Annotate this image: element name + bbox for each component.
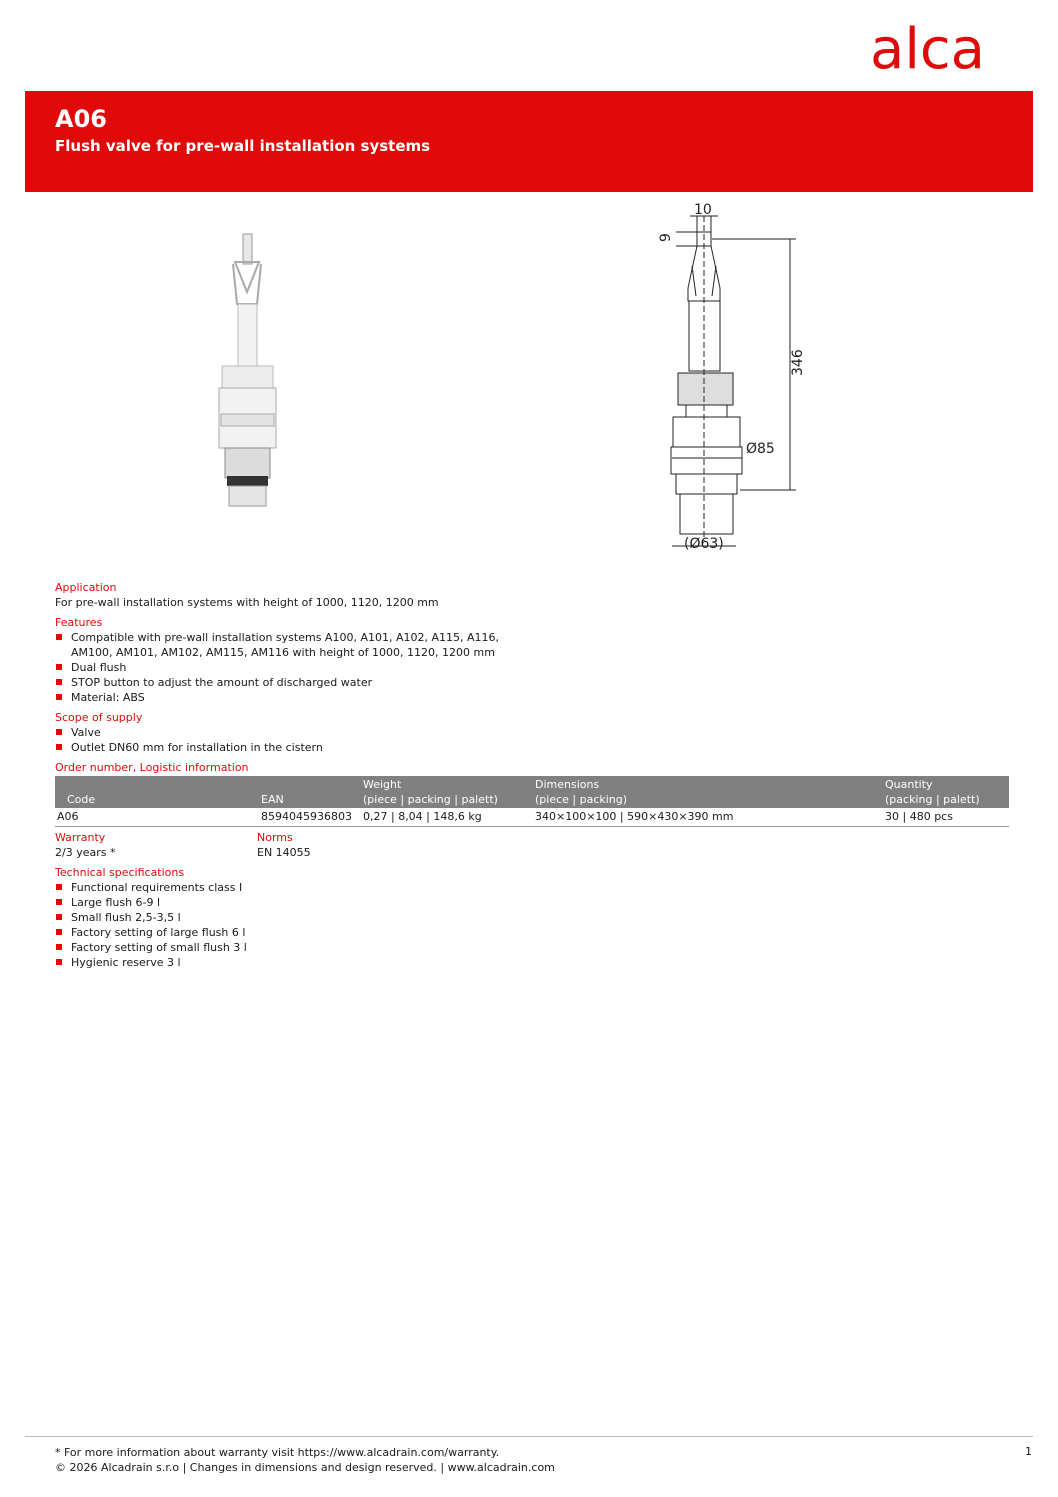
features-title: Features	[55, 616, 103, 629]
technical-item: Factory setting of small flush 3 l	[55, 940, 1010, 955]
feature-item: Dual flush	[55, 660, 1010, 675]
col-dimensions: Dimensions (piece | packing)	[535, 778, 628, 806]
technical-drawing	[640, 196, 820, 565]
scope-item: Outlet DN60 mm for installation in the cistern	[55, 740, 1010, 755]
col-code: Code	[67, 793, 96, 806]
product-photo	[205, 232, 295, 516]
cell-dimensions: 340×100×100 | 590×430×390 mm	[533, 808, 883, 827]
technical-item: Factory setting of large flush 6 l	[55, 925, 1010, 940]
dim-outlet: (Ø63)	[684, 536, 724, 552]
norms-title: Norms	[257, 831, 293, 844]
order-title: Order number, Logistic information	[55, 761, 249, 774]
feature-item: Compatible with pre-wall installation systems A100, A101, A102, A115, A116, AM100, AM101, AM102, AM115, AM116 with height of 1000, 1120, 1200 mm	[55, 630, 1010, 660]
warranty-note: * For more information about warranty visit https://www.alcadrain.com/warranty.	[55, 1446, 500, 1459]
scope-title: Scope of supply	[55, 711, 143, 724]
col-weight: Weight (piece | packing | palett)	[363, 778, 498, 806]
footer-divider	[25, 1436, 1033, 1437]
scope-item: Valve	[55, 725, 1010, 740]
application-text: For pre-wall installation systems with height of 1000, 1120, 1200 mm	[55, 596, 439, 609]
logo-text: alca	[870, 22, 985, 70]
spec-content	[55, 580, 1010, 970]
warranty-norms	[55, 830, 1010, 860]
dim-top-width: 10	[694, 202, 712, 218]
warranty-title: Warranty	[55, 831, 106, 844]
copyright: © 2026 Alcadrain s.r.o | Changes in dimensions and design reserved. | www.alcadrain.com	[55, 1461, 555, 1474]
technical-item: Hygienic reserve 3 l	[55, 955, 1010, 970]
technical-list	[55, 880, 1010, 970]
alca-logo	[870, 22, 1034, 74]
cell-ean: 8594045936803	[259, 808, 361, 827]
technical-item: Small flush 2,5-3,5 l	[55, 910, 1010, 925]
table-row	[55, 808, 1009, 827]
warranty-value: 2/3 years *	[55, 846, 116, 859]
product-subtitle: Flush valve for pre-wall installation systems	[55, 137, 431, 155]
footer	[55, 1445, 555, 1475]
feature-item: Material: ABS	[55, 690, 1010, 705]
order-table	[55, 776, 1009, 827]
technical-title: Technical specifications	[55, 866, 185, 879]
title-banner	[25, 91, 1033, 192]
dim-diameter: Ø85	[746, 441, 775, 457]
technical-item: Functional requirements class I	[55, 880, 1010, 895]
cell-quantity: 30 | 480 pcs	[883, 808, 1009, 827]
norms-value: EN 14055	[257, 846, 311, 859]
feature-item: STOP button to adjust the amount of discharged water	[55, 675, 1010, 690]
dim-height: 346	[790, 349, 806, 376]
product-code: A06	[55, 105, 107, 133]
page-number: 1	[1025, 1445, 1032, 1458]
scope-list	[55, 725, 1010, 755]
features-list	[55, 630, 1010, 705]
dim-top-height: 9	[658, 233, 674, 242]
col-quantity: Quantity (packing | palett)	[885, 778, 980, 806]
order-table-header	[55, 776, 1009, 808]
col-ean: EAN	[261, 793, 284, 806]
cell-weight: 0,27 | 8,04 | 148,6 kg	[361, 808, 533, 827]
cell-code: A06	[55, 808, 259, 827]
application-title: Application	[55, 581, 117, 594]
technical-item: Large flush 6-9 l	[55, 895, 1010, 910]
